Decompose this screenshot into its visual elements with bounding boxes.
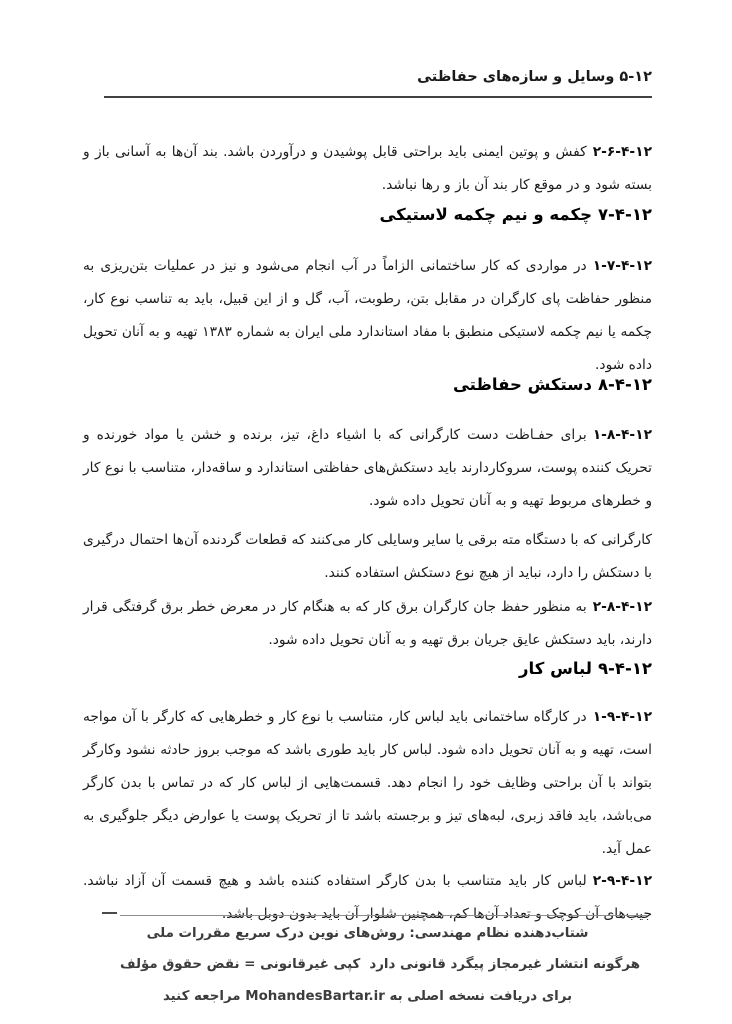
regulation-clause <box>83 865 652 931</box>
section-number: ۱۲‐۴‐۹ <box>597 659 652 678</box>
clause-text: برای حفـاظت دست کارگرانی که با اشیاء داغ، تیز، برنده و خشن یا مواد خورنده و تحریک کننده پوست، سروکاردارند باید دستکش‌های حفاظتی استاندارد و ساقه‌دار، متناسب با نوع کار و خطرهای مربوط تهیه و به آنان تحویل داده شود. <box>83 426 652 509</box>
section-title: لباس کار <box>519 659 592 678</box>
clause-text: کفش و پوتین ایمنی باید براحتی قابل پوشیدن و درآوردن باشد. بند آن‌ها به آسانی باز و بسته شود و در موقع کار بند آن باز و رها نباشد. <box>83 143 652 193</box>
section-number: ۱۲‐۴‐۸ <box>597 375 652 394</box>
footer-dash-mark <box>102 912 117 914</box>
regulation-clause <box>83 524 652 590</box>
clause-number: ۱۲‐۴‐۸‐۱ <box>592 426 652 443</box>
clause-text: کارگرانی که با دستگاه مته برقی یا سایر وسایلی کار می‌کنند که قطعات گردنده آن‌ها احتمال درگیری با دستکش را دارد، نباید از هیچ نوع دستکش استفاده کنند. <box>83 531 652 581</box>
section-heading <box>83 202 652 228</box>
clause-text: در مواردی که کار ساختمانی الزاماً در آب انجام می‌شود و نیز در عملیات بتن‌ریزی به منظور حفاظت پای کارگران در مقابل بتن، رطوبت، آب، گل و از این قبیل، باید به تناسب نوع کار، چکمه یا نیم چکمه لاستیکی منطبق با مفاد استاندارد ملی ایران به شماره ۱۳۸۳ تهیه و به آنان تحویل داده شود. <box>83 257 652 373</box>
section-heading <box>83 656 652 682</box>
regulation-clause <box>83 419 652 518</box>
clause-number: ۱۲‐۴‐۶‐۲ <box>592 143 652 160</box>
footer-divider <box>120 915 648 916</box>
regulation-clause <box>83 136 652 202</box>
clause-number: ۱۲‐۴‐۹‐۲ <box>592 872 652 889</box>
download-instruction <box>83 985 652 1008</box>
legal-warning: هرگونه انتشار غیرمجاز پیگرد قانونی دارد <box>369 957 640 972</box>
clause-number: ۱۲‐۴‐۹‐۱ <box>592 708 652 725</box>
clause-number: ۱۲‐۴‐۸‐۲ <box>592 598 652 615</box>
clause-text: به منظور حفظ جان کارگران برق کار که به هنگام کار در معرض خطر برق گرفتگی قرار دارند، باید دستکش عایق جریان برق تهیه و به آنان تحویل داده شود. <box>83 598 652 648</box>
section-title: چکمه و نیم چکمه لاستیکی <box>379 205 592 224</box>
clause-text: در کارگاه ساختمانی باید لباس کار، متناسب با نوع کار و خطرهایی که کارگر با آن مواجه است، تهیه و به آنان تحویل داده شود. لباس کار باید طوری باشد که موجب بروز حادثه نشود وکارگر بتواند با آن براحتی وظایف خود را انجام دهد. قسمت‌هایی از لباس کار که در تماس با بدن کارگر می‌باشد، باید فاقد زبری، لبه‌های تیز و برجسته باشد تا از تحریک پوست یا عوارض دیگر جلوگیری به عمل آید. <box>83 708 652 857</box>
download-instruction-prefix: برای دریافت نسخه اصلی به <box>389 989 573 1004</box>
download-instruction-suffix: مراجعه کنید <box>162 989 241 1004</box>
section-title: دستکش حفاظتی <box>452 375 592 394</box>
copyright-statement: کپی غیرقانونی = نقض حقوق مؤلف <box>120 957 361 972</box>
publisher-slogan: شتاب‌دهنده نظام مهندسی: روش‌های نوین درک سریع مقررات ملی <box>146 926 589 941</box>
website-url: MohandesBartar.ir <box>245 989 385 1004</box>
regulation-clause <box>83 250 652 382</box>
copyright-line <box>83 953 652 976</box>
running-head-title: ۱۲‐۵ وسایل و سازه‌های حفاظتی <box>417 69 652 85</box>
section-heading <box>83 372 652 398</box>
clause-number: ۱۲‐۴‐۷‐۱ <box>592 257 652 274</box>
clause-text: لباس کار باید متناسب با بدن کارگر استفاده کننده باشد و هیچ قسمت آن آزاد نباشد. جیب‌های آن کوچک و تعداد آن‌ها کم، همچنین شلوار آن باید بدون دوبل باشد. <box>83 872 652 922</box>
section-number: ۱۲‐۴‐۷ <box>597 205 652 224</box>
regulation-clause <box>83 591 652 657</box>
regulation-clause <box>83 701 652 866</box>
header-divider <box>104 96 652 98</box>
